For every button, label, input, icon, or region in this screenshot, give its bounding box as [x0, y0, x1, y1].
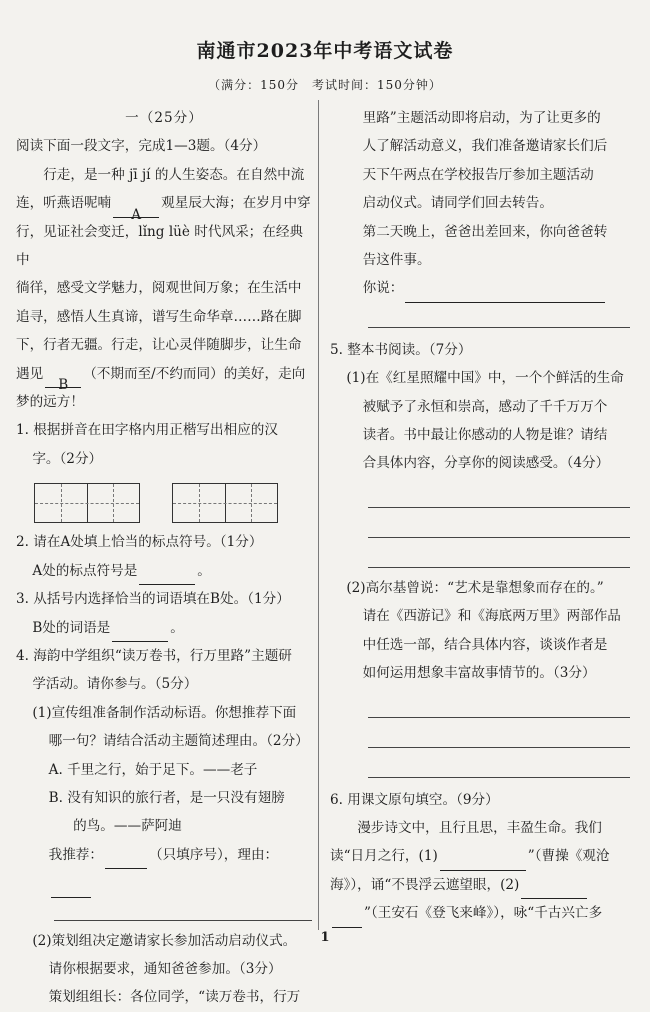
passage-line: 行走，是一种 jī jí 的人生姿态。在自然中流 [43, 166, 305, 183]
question-5-1: (1)在《红星照耀中国》中，一个个鲜活的生命 [346, 370, 624, 387]
column-divider [318, 100, 319, 930]
blank-a[interactable]: A [113, 201, 159, 218]
exam-subtitle: （满分：150分 考试时间：150分钟） [208, 78, 442, 92]
question-5-1-cont: 被赋予了永恒和崇高，感动了千千万万个 [362, 398, 608, 415]
passage-line: 梦的远方！ [16, 394, 84, 411]
answer-line: A处的标点符号是 。 [16, 557, 312, 585]
left-column [16, 104, 312, 1012]
answer-line[interactable] [368, 718, 630, 748]
answer-line[interactable] [368, 508, 630, 538]
question-6-text: 漫步诗文中，且行且思，丰盈生命。我们 [357, 819, 602, 836]
page-number: 1 [320, 930, 330, 945]
blank-b[interactable]: B [45, 371, 81, 388]
question-2: 2. 请在A处填上恰当的标点符号。（1分） [16, 534, 263, 551]
answer-line[interactable] [54, 898, 312, 921]
option-b-cont: 的鸟。——萨阿迪 [73, 818, 182, 835]
question-5-2-cont: 请在《西游记》和《海底两万里》两部作品 [362, 608, 621, 625]
question-4-2: (2)策划组决定邀请家长参加活动启动仪式。 [32, 932, 297, 949]
section-heading: 一（25分） [125, 110, 203, 126]
tianzige-box-1[interactable] [34, 483, 140, 523]
passage-line: 遇见B（不期而至/不约而同）的美好，走向 [16, 365, 306, 394]
passage-line: 追寻，感悟人生真谛，谱写生命华章……路在脚 [16, 308, 302, 325]
exam-title: 南通市2023年中考语文试卷 [196, 40, 454, 62]
question-3: 3. 从括号内选择恰当的词语填在B处。（1分） [16, 591, 290, 608]
passage-line: 徜徉，感受文学魅力，阅观世间万象；在生活中 [16, 280, 302, 297]
answer-blank[interactable] [112, 625, 168, 642]
notice-text: 策划组组长：各位同学，“读万卷书，行万 [48, 989, 301, 1006]
answer-line[interactable] [368, 478, 630, 508]
recommend-blank[interactable] [105, 852, 147, 869]
notice-text: 告这件事。 [362, 252, 431, 269]
question-5-2: (2)高尔基曾说：“艺术是靠想象而存在的。” [346, 579, 604, 596]
question-4-2-cont: 请你根据要求，通知爸爸参加。（3分） [48, 960, 282, 977]
passage-line: 连，听燕语呢喃A观星辰大海；在岁月中穿 [16, 195, 311, 223]
question-6-text: 海》），诵“不畏浮云遮望眼，(2) [330, 871, 630, 899]
question-5-2-cont: 如何运用想象丰富故事情节的。（3分） [362, 665, 596, 682]
question-4-cont: 学活动。请你参与。（5分） [32, 676, 198, 693]
answer-line[interactable] [368, 538, 630, 568]
question-6: 6. 用课文原句填空。（9分） [330, 791, 499, 808]
passage-line: 行，见证社会变迁，lǐng lüè 时代风采；在经典中 [16, 223, 304, 269]
question-4: 4. 海韵中学组织“读万卷书，行万里路”主题研 [16, 647, 292, 664]
question-4-1: (1)宣传组准备制作活动标语。你想推荐下面 [32, 704, 297, 721]
notice-text: 里路”主题活动即将启动，为了让更多的 [362, 110, 601, 126]
question-4-1-cont: 哪一句？请结合活动主题简述理由。（2分） [48, 733, 309, 750]
option-a: A. 千里之行，始于足下。——老子 [48, 761, 258, 778]
question-1-cont: 字。（2分） [32, 450, 103, 467]
answer-line[interactable] [368, 303, 630, 328]
question-5-1-cont: 合具体内容，分享你的阅读感受。（4分） [362, 455, 610, 472]
tianzige-box-2[interactable] [172, 483, 278, 523]
reading-intro: 阅读下面一段文字，完成1—3题。（4分） [16, 138, 267, 155]
question-5-2-cont: 中任选一部，结合具体内容，谈谈作者是 [362, 636, 608, 653]
notice-text: 启动仪式。请同学们回去转告。 [362, 195, 553, 212]
question-6-text: 读“日月之行，(1) ”（曹操《观沧 [330, 842, 630, 870]
fill-blank-2-cont[interactable] [332, 911, 362, 928]
recommend-line: 我推荐： （只填序号），理由： [16, 841, 312, 898]
notice-text: 人了解活动意义，我们准备邀请家长们后 [362, 138, 608, 155]
notice-text: 天下午两点在学校报告厅参加主题活动 [362, 166, 594, 183]
you-say-blank[interactable] [405, 286, 605, 303]
right-column [330, 104, 630, 928]
fill-blank-1[interactable] [440, 854, 526, 871]
passage-line: 下，行者无疆。行走，让心灵伴随脚步，让生命 [16, 337, 302, 354]
answer-line[interactable] [368, 748, 630, 778]
question-1: 1. 根据拼音在田字格内用正楷写出相应的汉 [16, 422, 278, 439]
answer-line: B处的词语是 。 [16, 614, 312, 642]
reason-blank[interactable] [51, 881, 91, 898]
answer-line[interactable] [368, 688, 630, 718]
option-b: B. 没有知识的旅行者，是一只没有翅膀 [48, 789, 285, 806]
question-5-1-cont: 读者。书中最让你感动的人物是谁？请结 [362, 427, 608, 444]
question-6-text: ”（王安石《登飞来峰》），咏“千古兴亡多 [330, 899, 630, 927]
fill-blank-2[interactable] [521, 882, 587, 899]
notice-text: 第二天晚上，爸爸出差回来，你向爸爸转 [362, 223, 608, 240]
question-5: 5. 整本书阅读。（7分） [330, 341, 472, 358]
answer-blank[interactable] [139, 568, 195, 585]
tianzige-row [16, 473, 312, 528]
you-say: 你说： [330, 274, 630, 302]
